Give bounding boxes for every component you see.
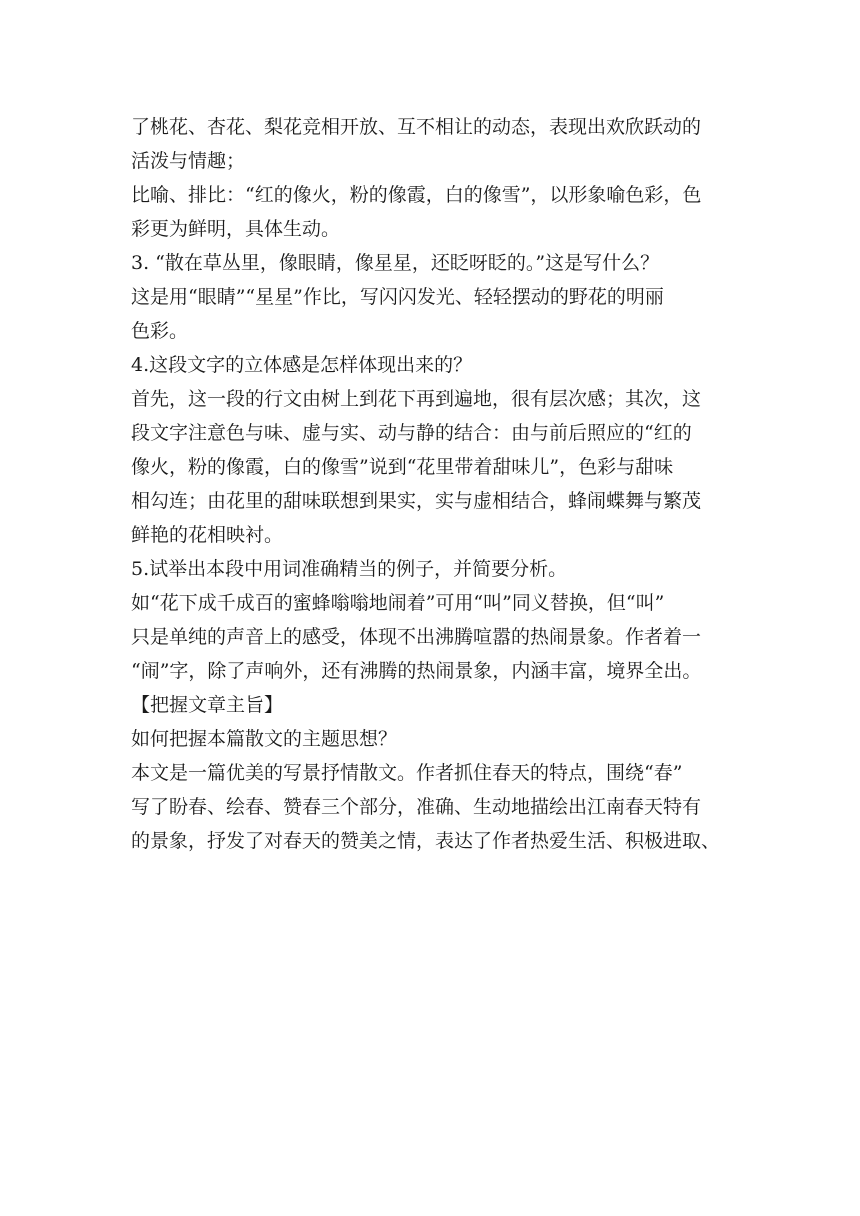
- text-line: 如“花下成千成百的蜜蜂嗡嗡地闹着”可用“叫”同义替换，但“叫”: [131, 592, 665, 614]
- text-line: 本文是一篇优美的写景抒情散文。作者抓住春天的特点，围绕“春”: [131, 762, 683, 784]
- text-line: 色彩。: [131, 320, 189, 342]
- text-line: 写了盼春、绘春、赞春三个部分，准确、生动地描绘出江南春天特有: [131, 796, 702, 818]
- text-line: 活泼与情趣；: [131, 150, 246, 172]
- text-line: 首先，这一段的行文由树上到花下再到遍地，很有层次感；其次，这: [131, 388, 702, 410]
- question-5: 5.试举出本段中用词准确精当的例子，并简要分析。: [131, 558, 568, 580]
- question-3: 3. “散在草丛里，像眼睛，像星星，还眨呀眨的。”这是写什么？: [131, 252, 660, 274]
- text-line: 彩更为鲜明，具体生动。: [131, 218, 341, 240]
- text-line: 鲜艳的花相映衬。: [131, 524, 284, 546]
- text-line: 只是单纯的声音上的感受，体现不出沸腾喧嚣的热闹景象。作者着一: [131, 626, 702, 648]
- text-line: 段文字注意色与味、虚与实、动与静的结合：由与前后照应的“红的: [131, 422, 692, 444]
- text-line: 了桃花、杏花、梨花竞相开放、互不相让的动态，表现出欢欣跃动的: [131, 116, 702, 138]
- text-line: 比喻、排比：“红的像火，粉的像霞，白的像雪”，以形象喻色彩，色: [131, 184, 702, 206]
- text-line: 这是用“眼睛”“星星”作比，写闪闪发光、轻轻摆动的野花的明丽: [131, 286, 664, 308]
- text-line: 像火，粉的像霞，白的像雪”说到“花里带着甜味儿”，色彩与甜味: [131, 456, 674, 478]
- text-line: 的景象，抒发了对春天的赞美之情，表达了作者热爱生活、积极进取、: [131, 830, 721, 852]
- text-line: 相勾连；由花里的甜味联想到果实，实与虚相结合，蜂闹蝶舞与繁茂: [131, 490, 702, 512]
- question-theme: 如何把握本篇散文的主题思想？: [131, 728, 398, 750]
- text-line: “闹”字，除了声响外，还有沸腾的热闹景象，内涵丰富，境界全出。: [131, 660, 702, 682]
- section-heading: 【把握文章主旨】: [131, 694, 284, 716]
- document-body: [131, 110, 731, 858]
- question-4: 4.这段文字的立体感是怎样体现出来的？: [131, 354, 473, 376]
